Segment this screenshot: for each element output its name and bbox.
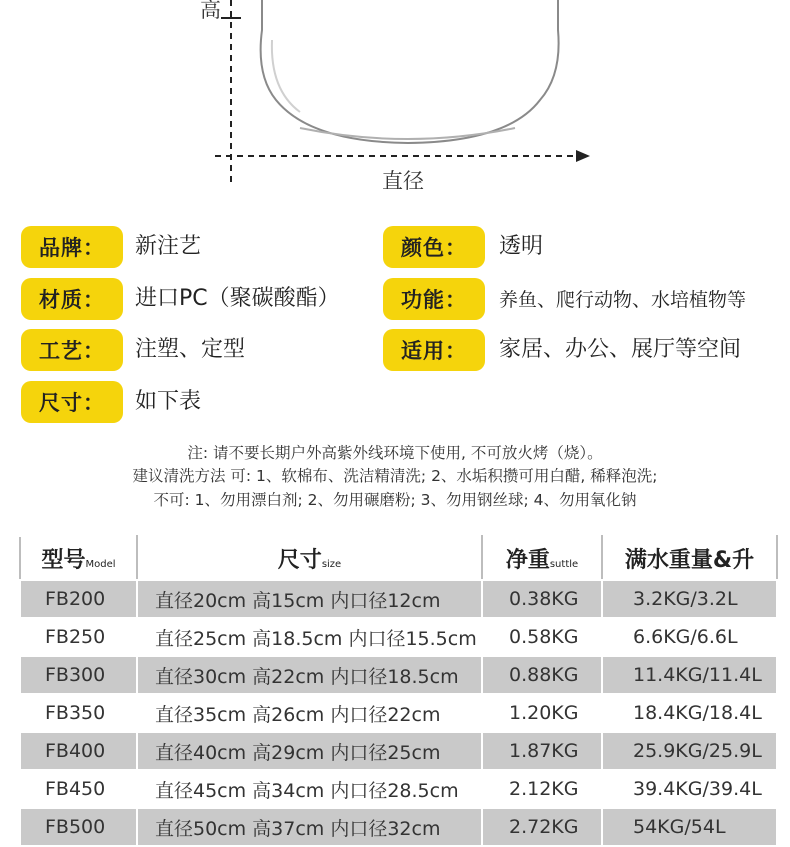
cell-size: 直径40cm 高29cm 内口径25cm: [137, 732, 482, 770]
bowl-dimension-diagram: [0, 0, 790, 200]
cell-size: 直径45cm 高34cm 内口径28.5cm: [137, 770, 482, 808]
cell-net-weight: 2.72KG: [482, 808, 602, 846]
cell-model: FB250: [20, 618, 137, 656]
cell-full-weight: 11.4KG/11.4L: [602, 656, 777, 694]
header-model: 型号Model: [20, 536, 137, 580]
cell-model: FB450: [20, 770, 137, 808]
spec-value-size: 如下表: [135, 389, 202, 414]
spec-label-size: 尺寸：: [21, 381, 123, 423]
cell-net-weight: 0.58KG: [482, 618, 602, 656]
cell-net-weight: 1.20KG: [482, 694, 602, 732]
spec-value-function: 养鱼、爬行动物、水培植物等: [499, 289, 747, 311]
cell-size: 直径25cm 高18.5cm 内口径15.5cm: [137, 618, 482, 656]
spec-label-color: 颜色：: [383, 226, 485, 268]
spec-value-craft: 注塑、定型: [135, 337, 246, 362]
table-row: [20, 808, 777, 846]
cell-net-weight: 1.87KG: [482, 732, 602, 770]
spec-label-craft: 工艺：: [21, 329, 123, 371]
table-row: [20, 580, 777, 618]
cell-full-weight: 54KG/54L: [602, 808, 777, 846]
table-header-row: [20, 536, 777, 580]
table-row: [20, 770, 777, 808]
bowl-base-line: [300, 128, 515, 139]
diameter-label: 直径: [382, 169, 424, 193]
spec-label-brand: 品牌：: [21, 226, 123, 268]
table-row: [20, 732, 777, 770]
cell-model: FB200: [20, 580, 137, 618]
cell-size: 直径50cm 高37cm 内口径32cm: [137, 808, 482, 846]
spec-value-color: 透明: [499, 234, 544, 259]
spec-label-usage: 适用：: [383, 329, 485, 371]
bowl-outline: [261, 0, 559, 143]
cell-size: 直径20cm 高15cm 内口径12cm: [137, 580, 482, 618]
cell-model: FB500: [20, 808, 137, 846]
cell-model: FB300: [20, 656, 137, 694]
table-row: [20, 694, 777, 732]
cell-full-weight: 6.6KG/6.6L: [602, 618, 777, 656]
cell-full-weight: 39.4KG/39.4L: [602, 770, 777, 808]
spec-value-usage: 家居、办公、展厅等空间: [499, 337, 742, 362]
header-full-weight: 满水重量&升: [602, 536, 777, 580]
note-line-3: 不可: 1、勿用漂白剂; 2、勿用碾磨粉; 3、勿用钢丝球; 4、勿用氧化钠: [153, 491, 637, 509]
cell-model: FB350: [20, 694, 137, 732]
table-row: [20, 656, 777, 694]
cell-net-weight: 2.12KG: [482, 770, 602, 808]
spec-value-material: 进口PC（聚碳酸酯）: [135, 286, 340, 311]
cell-full-weight: 18.4KG/18.4L: [602, 694, 777, 732]
cell-model: FB400: [20, 732, 137, 770]
cell-net-weight: 0.88KG: [482, 656, 602, 694]
spec-label-function: 功能：: [383, 278, 485, 320]
cell-full-weight: 25.9KG/25.9L: [602, 732, 777, 770]
arrow-right-icon: [576, 150, 590, 162]
note-line-1: 注: 请不要长期户外高紫外线环境下使用, 不可放火烤（烧）。: [187, 444, 603, 462]
height-label: 高: [200, 0, 221, 22]
header-size: 尺寸size: [137, 536, 482, 580]
spec-label-material: 材质：: [21, 278, 123, 320]
cell-size: 直径30cm 高22cm 内口径18.5cm: [137, 656, 482, 694]
spec-value-brand: 新注艺: [135, 234, 202, 259]
cell-size: 直径35cm 高26cm 内口径22cm: [137, 694, 482, 732]
size-table: [19, 535, 778, 847]
cell-net-weight: 0.38KG: [482, 580, 602, 618]
cell-full-weight: 3.2KG/3.2L: [602, 580, 777, 618]
note-line-2: 建议清洗方法 可: 1、软棉布、洗洁精清洗; 2、水垢积攒可用白醋, 稀释泡洗;: [132, 467, 658, 485]
header-net-weight: 净重suttle: [482, 536, 602, 580]
table-row: [20, 618, 777, 656]
